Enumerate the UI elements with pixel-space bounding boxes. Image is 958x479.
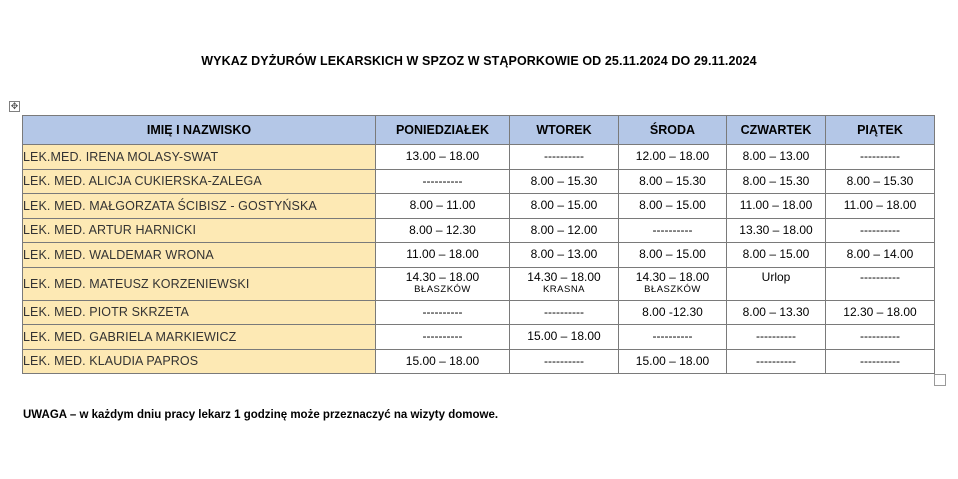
hours-value: 14.30 – 18.00 (405, 269, 480, 284)
hours-cell-friday (826, 145, 935, 170)
hours-cell-monday (376, 145, 510, 170)
hours-value: 15.00 – 18.00 (527, 329, 601, 344)
table-resize-icon[interactable] (934, 374, 946, 386)
hours-value: 14.30 – 18.00 (527, 269, 601, 284)
hours-value: 8.00 – 15.00 (742, 247, 810, 262)
doctor-name-cell: LEK. MED. WALDEMAR WRONA (23, 243, 376, 268)
document-title: WYKAZ DYŻURÓW LEKARSKICH W SPZOZ W STĄPORKOWIE OD 25.11.2024 DO 29.11.2024 (201, 54, 757, 68)
doctor-name-cell: LEK. MED. ALICJA CUKIERSKA-ZALEGA (23, 169, 376, 194)
doctor-name-cell: LEK.MED. IRENA MOLASY-SWAT (23, 145, 376, 170)
hours-value: 8.00 – 15.00 (639, 198, 706, 213)
hours-value: ---------- (652, 222, 693, 237)
hours-value: 8.00 – 11.00 (409, 198, 476, 213)
hours-value: ---------- (860, 329, 900, 344)
hours-value: ---------- (756, 329, 796, 344)
hours-cell-friday (826, 325, 935, 350)
hours-cell-tuesday (510, 325, 619, 350)
hours-cell-tuesday (510, 300, 619, 325)
hours-cell-wednesday (619, 243, 727, 268)
hours-value: 8.00 – 15.30 (530, 173, 598, 188)
hours-cell-thursday (727, 169, 826, 194)
hours-value: ---------- (544, 304, 584, 319)
table-row (23, 145, 935, 170)
header-monday: PONIEDZIAŁEK (376, 116, 510, 145)
hours-cell-thursday (727, 194, 826, 219)
location-label: BŁASZKÓW (644, 283, 701, 295)
hours-cell-friday (826, 243, 935, 268)
hours-value: ---------- (422, 173, 463, 188)
hours-cell-monday (376, 243, 510, 268)
hours-value: ---------- (860, 353, 900, 368)
hours-cell-monday (376, 300, 510, 325)
hours-cell-monday (376, 325, 510, 350)
hours-cell-tuesday (510, 169, 619, 194)
location-label: BŁASZKÓW (414, 283, 471, 295)
table-row (23, 218, 935, 243)
hours-cell-monday (376, 267, 510, 300)
hours-value: 8.00 -12.30 (642, 304, 703, 319)
hours-value: 8.00 – 15.00 (530, 198, 598, 213)
hours-cell-thursday (727, 218, 826, 243)
hours-cell-tuesday (510, 243, 619, 268)
hours-cell-friday (826, 218, 935, 243)
hours-value: 15.00 – 18.00 (635, 353, 710, 368)
hours-cell-wednesday (619, 325, 727, 350)
hours-value: ---------- (652, 329, 693, 344)
hours-cell-monday (376, 194, 510, 219)
hours-value: 8.00 – 12.30 (409, 222, 476, 237)
hours-value: ---------- (860, 269, 900, 284)
doctor-name-cell: LEK. MED. MATEUSZ KORZENIEWSKI (23, 267, 376, 300)
hours-value: 8.00 – 15.00 (639, 247, 706, 262)
location-label: KRASNA (542, 283, 586, 295)
table-row (23, 349, 935, 374)
hours-cell-tuesday (510, 194, 619, 219)
table-move-icon[interactable]: ✥ (10, 101, 19, 111)
hours-value: 14.30 – 18.00 (635, 269, 710, 284)
hours-value: 13.30 – 18.00 (739, 222, 813, 237)
header-wednesday: ŚRODA (619, 116, 727, 145)
hours-value: 8.00 – 12.00 (530, 222, 598, 237)
doctor-name-cell: LEK. MED. GABRIELA MARKIEWICZ (23, 325, 376, 350)
hours-cell-thursday (727, 267, 826, 300)
hours-cell-friday (826, 267, 935, 300)
hours-value: ---------- (756, 353, 796, 368)
hours-cell-thursday (727, 300, 826, 325)
hours-cell-monday (376, 349, 510, 374)
hours-value: 8.00 – 14.00 (846, 247, 914, 262)
hours-value: 8.00 – 15.30 (639, 173, 706, 188)
table-row (23, 267, 935, 300)
hours-cell-wednesday (619, 349, 727, 374)
note-text: UWAGA – w każdym dniu pracy lekarz 1 godzinę może przeznaczyć na wizyty domowe. (23, 409, 499, 421)
hours-cell-friday (826, 194, 935, 219)
hours-value: 13.00 – 18.00 (405, 149, 480, 164)
hours-value: Urlop (761, 269, 791, 284)
table-row (23, 325, 935, 350)
doctor-name-cell: LEK. MED. PIOTR SKRZETA (23, 300, 376, 325)
hours-value: 11.00 – 18.00 (406, 247, 479, 262)
hours-cell-wednesday (619, 145, 727, 170)
hours-value: ---------- (544, 149, 584, 164)
hours-cell-tuesday (510, 349, 619, 374)
hours-value: ---------- (422, 329, 463, 344)
hours-value: 8.00 – 13.00 (530, 247, 598, 262)
hours-value: 8.00 – 13.00 (742, 149, 810, 164)
header-thursday: CZWARTEK (727, 116, 826, 145)
table-row (23, 169, 935, 194)
header-name: IMIĘ I NAZWISKO (23, 116, 376, 145)
doctor-name-cell: LEK. MED. KLAUDIA PAPROS (23, 349, 376, 374)
hours-value: 8.00 – 15.30 (742, 173, 810, 188)
doctor-name-cell: LEK. MED. MAŁGORZATA ŚCIBISZ - GOSTYŃSKA (23, 194, 376, 219)
hours-cell-wednesday (619, 194, 727, 219)
hours-value: 11.00 – 18.00 (843, 198, 917, 213)
hours-cell-monday (376, 218, 510, 243)
hours-cell-wednesday (619, 218, 727, 243)
hours-value: 12.00 – 18.00 (635, 149, 710, 164)
duty-schedule-table (22, 115, 935, 374)
doctor-name-cell: LEK. MED. ARTUR HARNICKI (23, 218, 376, 243)
hours-cell-thursday (727, 243, 826, 268)
hours-value: ---------- (544, 353, 584, 368)
hours-cell-tuesday (510, 267, 619, 300)
hours-value: ---------- (860, 222, 900, 237)
hours-cell-wednesday (619, 169, 727, 194)
hours-value: ---------- (860, 149, 900, 164)
hours-cell-thursday (727, 349, 826, 374)
table-row (23, 243, 935, 268)
hours-cell-tuesday (510, 145, 619, 170)
hours-cell-wednesday (619, 300, 727, 325)
table-row (23, 300, 935, 325)
hours-value: 8.00 – 13.30 (742, 304, 810, 319)
hours-cell-friday (826, 169, 935, 194)
hours-value: 8.00 – 15.30 (846, 173, 914, 188)
hours-value: ---------- (422, 304, 463, 319)
hours-cell-wednesday (619, 267, 727, 300)
hours-cell-monday (376, 169, 510, 194)
header-tuesday: WTOREK (510, 116, 619, 145)
table-row (23, 194, 935, 219)
hours-cell-thursday (727, 325, 826, 350)
hours-value: 12.30 – 18.00 (843, 304, 917, 319)
hours-cell-tuesday (510, 218, 619, 243)
header-friday: PIĄTEK (826, 116, 935, 145)
header-row (23, 116, 935, 145)
hours-cell-friday (826, 349, 935, 374)
hours-value: 11.00 – 18.00 (739, 198, 813, 213)
hours-cell-friday (826, 300, 935, 325)
hours-value: 15.00 – 18.00 (405, 353, 480, 368)
hours-cell-thursday (727, 145, 826, 170)
